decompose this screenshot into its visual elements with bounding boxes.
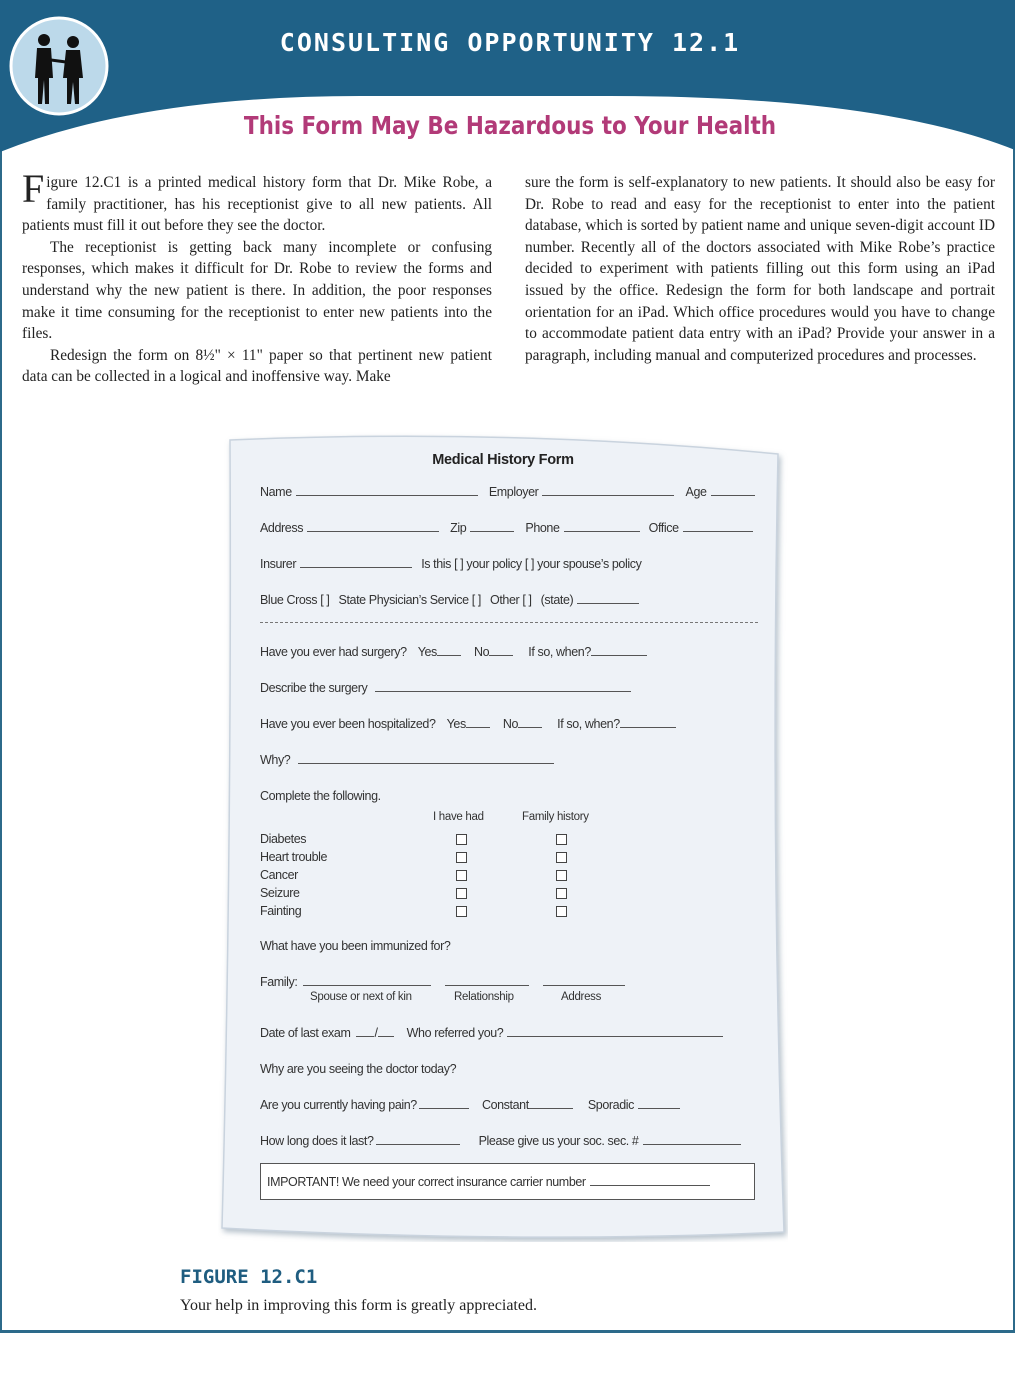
pain-row <box>260 1098 684 1112</box>
socsec-field[interactable] <box>643 1134 741 1145</box>
name-row <box>260 485 759 499</box>
medical-history-form <box>218 432 788 1242</box>
describe-field[interactable] <box>375 681 631 692</box>
surgery-yes-field[interactable] <box>437 645 461 656</box>
age-label: Age <box>685 485 707 499</box>
state-physician-option[interactable]: State Physician’s Service [ ] <box>338 593 481 607</box>
surgery-when-label: If so, when? <box>528 645 591 659</box>
hospital-no-label: No <box>502 717 519 731</box>
had-diabetes-checkbox[interactable] <box>456 834 467 845</box>
hospital-yes-field[interactable] <box>466 717 490 728</box>
family-heart-checkbox[interactable] <box>556 852 567 863</box>
surgery-when-field[interactable] <box>591 645 647 656</box>
office-field[interactable] <box>683 521 753 532</box>
right-paragraph-1: sure the form is self-explanatory to new patients. It should also be easy for Dr. Robe to read and easy for the receptionist to enter into the patient database, which is sorted by patient name and unique seven-digit account ID number. Recently all of the doctors associated with Mike Robe’s practice decided to experiment with patients filling out this form using an iPad issued by the office. Redesign the form for both landscape and portrait orientation for an iPad. Which office procedures would you have to change to accommodate patient data entry with an iPad? Provide your answer in a paragraph, including manual and computerized procedures and processes. <box>525 174 995 364</box>
important-text: IMPORTANT! We need your correct insurance carrier number <box>267 1175 586 1189</box>
address-row <box>260 521 757 535</box>
exam-slash: / <box>374 1026 378 1040</box>
had-cancer-checkbox[interactable] <box>456 870 467 881</box>
pain-field[interactable] <box>419 1098 469 1109</box>
family-fainting-checkbox[interactable] <box>556 906 567 917</box>
other-option[interactable]: Other [ ] <box>490 593 532 607</box>
policy-options[interactable]: Is this [ ] your policy [ ] your spouse’s policy <box>421 557 642 571</box>
family-seizure-checkbox[interactable] <box>556 888 567 899</box>
howlong-question: How long does it last? <box>260 1134 374 1148</box>
zip-field[interactable] <box>470 521 514 532</box>
referred-field[interactable] <box>507 1026 723 1037</box>
why-field[interactable] <box>298 753 554 764</box>
employer-field[interactable] <box>542 485 674 496</box>
banner-band-shape <box>0 0 1015 170</box>
zip-label: Zip <box>450 521 467 535</box>
insurer-field[interactable] <box>300 557 412 568</box>
condition-label: Diabetes <box>260 832 307 846</box>
sporadic-field[interactable] <box>638 1098 680 1109</box>
left-paragraph-1-text: igure 12.C1 is a printed medical history form that Dr. Mike Robe, a family practitioner, has his receptionist give to all new patients. All patients must fill it out before they see the doctor. <box>22 174 492 235</box>
had-seizure-checkbox[interactable] <box>456 888 467 899</box>
howlong-field[interactable] <box>376 1134 460 1145</box>
exam-row <box>260 1026 727 1040</box>
referred-label: Who referred you? <box>406 1026 504 1040</box>
dropcap: F <box>22 166 45 211</box>
hospital-no-field[interactable] <box>518 717 542 728</box>
exam-year-field[interactable] <box>378 1026 394 1037</box>
family-sub-relationship: Relationship <box>454 991 514 1003</box>
important-box <box>260 1163 755 1200</box>
why-row <box>260 753 558 767</box>
form-title: Medical History Form <box>432 452 574 468</box>
name-label: Name <box>260 485 292 499</box>
describe-label: Describe the surgery <box>260 681 368 695</box>
phone-field[interactable] <box>564 521 640 532</box>
surgery-no-field[interactable] <box>489 645 513 656</box>
left-paragraph-3: Redesign the form on 8½" × 11" paper so that pertinent new patient data can be collected in a logical and inoffensive way. Make <box>22 346 492 386</box>
col-header-had: I have had <box>433 811 484 823</box>
medical-history-form-figure <box>218 432 788 1242</box>
condition-label: Cancer <box>260 868 298 882</box>
immunized-question: What have you been immunized for? <box>260 939 451 953</box>
insurance-carrier-field[interactable] <box>590 1175 710 1186</box>
col-header-family: Family history <box>522 811 589 823</box>
seeing-question: Why are you seeing the doctor today? <box>260 1062 457 1076</box>
phone-label: Phone <box>525 521 560 535</box>
family-row <box>260 975 629 989</box>
two-businessmen-icon <box>9 16 109 116</box>
section-divider <box>260 622 758 623</box>
coverage-row <box>260 593 643 607</box>
condition-label: Heart trouble <box>260 850 328 864</box>
family-sub-kin: Spouse or next of kin <box>310 991 412 1003</box>
family-address-field[interactable] <box>543 975 625 986</box>
office-label: Office <box>648 521 679 535</box>
left-column <box>22 166 492 388</box>
name-field[interactable] <box>296 485 478 496</box>
family-relationship-field[interactable] <box>445 975 529 986</box>
sporadic-label: Sporadic <box>587 1098 634 1112</box>
exam-label: Date of last exam <box>260 1026 351 1040</box>
state-label: (state) <box>540 593 574 607</box>
surgery-row <box>260 645 651 659</box>
address-field[interactable] <box>307 521 439 532</box>
left-paragraph-2: The receptionist is getting back many incomplete or confusing responses, which makes it difficult for Dr. Robe to review the forms and understand why the new patient is there. In addition, the poor responses make it time consuming for the receptionist to enter new patients into the files. <box>22 238 492 343</box>
pain-question: Are you currently having pain? <box>260 1098 417 1112</box>
banner-subtitle: This Form May Be Hazardous to Your Health <box>243 111 777 140</box>
constant-label: Constant <box>481 1098 529 1112</box>
insurer-row <box>260 557 641 571</box>
figure-label: FIGURE 12.C1 <box>180 1266 318 1288</box>
family-cancer-checkbox[interactable] <box>556 870 567 881</box>
socsec-label: Please give us your soc. sec. # <box>478 1134 639 1148</box>
exam-month-field[interactable] <box>356 1026 374 1037</box>
address-label: Address <box>260 521 304 535</box>
insurer-label: Insurer <box>260 557 297 571</box>
surgery-no-label: No <box>474 645 490 659</box>
describe-row <box>260 681 635 695</box>
family-diabetes-checkbox[interactable] <box>556 834 567 845</box>
family-kin-field[interactable] <box>303 975 431 986</box>
employer-label: Employer <box>488 485 539 499</box>
hospital-yes-label: Yes <box>446 717 466 731</box>
right-column <box>525 172 995 366</box>
hospital-row <box>260 717 680 731</box>
complete-label: Complete the following. <box>260 789 381 803</box>
why-label: Why? <box>260 753 291 767</box>
condition-label: Seizure <box>260 886 300 900</box>
surgery-question: Have you ever had surgery? <box>260 645 407 659</box>
banner-title: CONSULTING OPPORTUNITY 12.1 <box>279 28 741 57</box>
hospital-question: Have you ever been hospitalized? <box>260 717 436 731</box>
important-row <box>267 1175 714 1189</box>
howlong-row <box>260 1134 745 1148</box>
left-paragraph-1 <box>22 166 492 237</box>
had-fainting-checkbox[interactable] <box>456 906 467 917</box>
hospital-when-field[interactable] <box>620 717 676 728</box>
family-label: Family: <box>260 975 298 989</box>
constant-field[interactable] <box>529 1098 573 1109</box>
bluecross-option[interactable]: Blue Cross [ ] <box>260 593 330 607</box>
age-field[interactable] <box>711 485 755 496</box>
state-field[interactable] <box>577 593 639 604</box>
had-heart-checkbox[interactable] <box>456 852 467 863</box>
family-sub-address: Address <box>561 991 602 1003</box>
condition-label: Fainting <box>260 904 302 918</box>
hospital-when-label: If so, when? <box>557 717 620 731</box>
header-banner <box>0 0 1015 170</box>
surgery-yes-label: Yes <box>417 645 437 659</box>
figure-caption: Your help in improving this form is greatly appreciated. <box>180 1297 537 1314</box>
